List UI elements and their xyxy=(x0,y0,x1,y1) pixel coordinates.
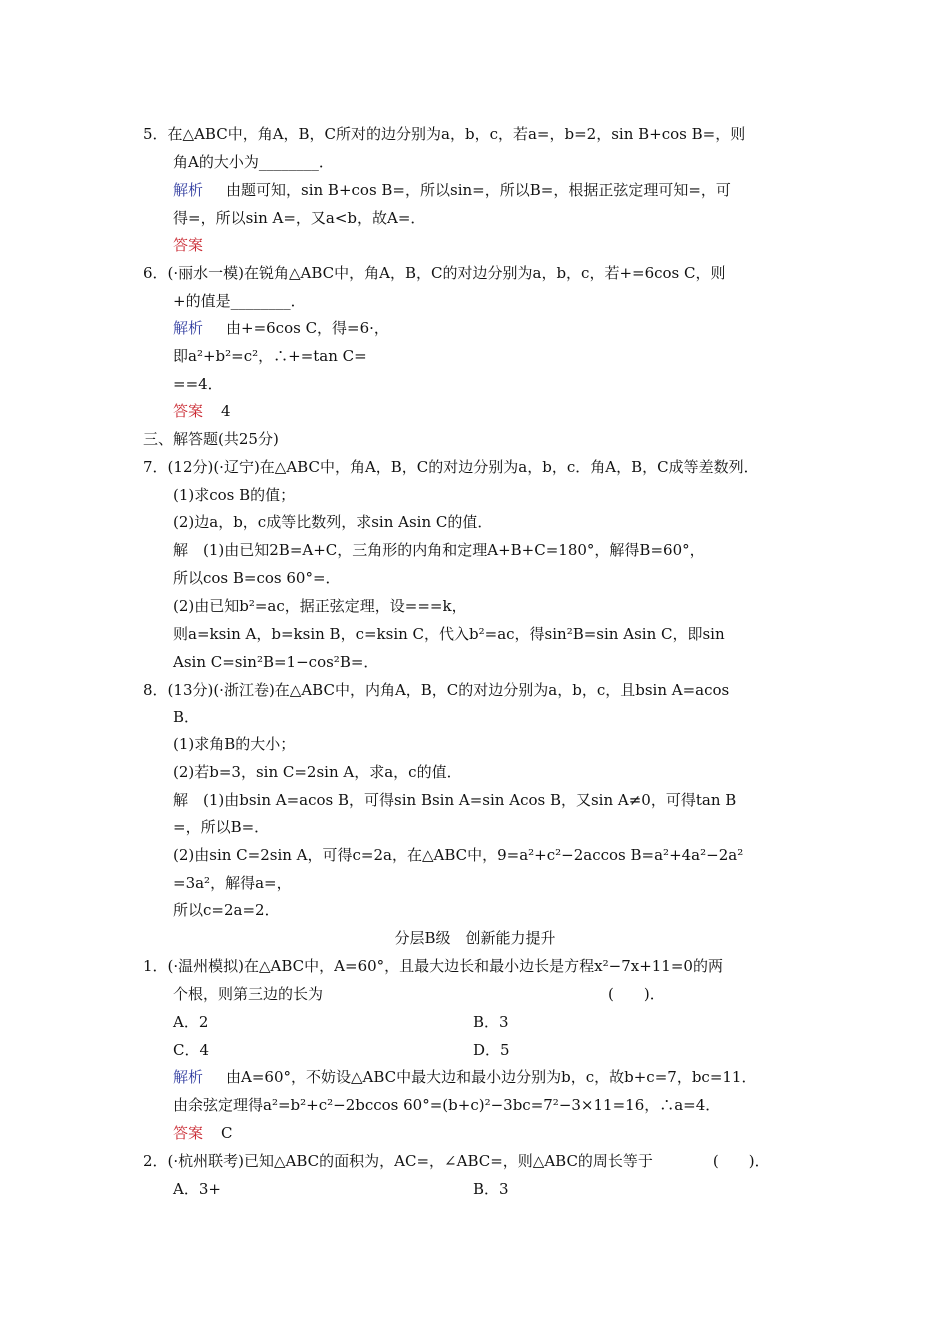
problem-6-solution-line-1: 由+=6cos C，得=6·， xyxy=(226,319,389,337)
problem-6-line-1: 6．(·丽水一模)在锐角△ABC中，角A，B，C的对边分别为a，b，c，若+=6cos C，则 xyxy=(143,264,726,282)
b2-option-b: B．3 xyxy=(473,1180,509,1198)
problem-7-line-1: 7．(12分)(·辽宁)在△ABC中，角A，B，C的对边分别为a，b，c．角A，B，C成等差数列． xyxy=(143,458,759,476)
b1-line-1: 1．(·温州模拟)在△ABC中，A=60°，且最大边长和最小边长是方程x²−7x+11=0的两 xyxy=(143,957,723,975)
problem-7-part-2: (2)边a，b，c成等比数列，求sin Asin C的值． xyxy=(173,513,493,531)
problem-8-part-1: (1)求角B的大小； xyxy=(173,735,296,753)
b1-option-a: A．2 xyxy=(173,1013,209,1031)
b2-option-a: A．3+ xyxy=(173,1180,221,1198)
problem-8-line-2: B． xyxy=(173,708,200,726)
problem-7-solution-line-3: (2)由已知b²=ac，据正弦定理，设===k， xyxy=(173,597,467,615)
problem-6-answer: 4 xyxy=(221,402,231,420)
problem-8-solution-line-5: 所以c=2a=2． xyxy=(173,901,280,919)
b2-line-1: 2．(·杭州联考)已知△ABC的面积为，AC=，∠ABC=，则△ABC的周长等于 ( )． xyxy=(143,1152,770,1170)
problem-6-line-2: +的值是________． xyxy=(173,292,306,310)
problem-5-solution-line-2: 得=，所以sin A=，又a<b，故A=． xyxy=(173,209,426,227)
problem-5-line-2: 角A的大小为________． xyxy=(173,153,334,171)
problem-8-line-1: 8．(13分)(·浙江卷)在△ABC中，内角A，B，C的对边分别为a，b，c，且bsin A=acos xyxy=(143,681,730,699)
problem-6-solution-line-2: 即a²+b²=c²，∴+=tan C= xyxy=(173,347,367,365)
problem-5-solution-line-1: 由题可知，sin B+cos B=，所以sin=，所以B=，根据正弦定理可知=，可 xyxy=(226,181,731,199)
solution-label: 解析 xyxy=(173,1068,204,1086)
b1-option-d: D．5 xyxy=(473,1041,510,1059)
problem-7-solution-line-2: 所以cos B=cos 60°=． xyxy=(173,569,341,587)
problem-7-solution-line-5: Asin C=sin²B=1−cos²B=． xyxy=(173,653,379,671)
problem-8-solution-line-4: =3a²，解得a=， xyxy=(173,874,292,892)
b1-line-2: 个根，则第三边的长为 ( )． xyxy=(173,985,665,1003)
problem-7-solution-line-4: 则a=ksin A，b=ksin B，c=ksin C，代入b²=ac，得sin²B=sin Asin C，即sin xyxy=(173,625,725,643)
problem-8-solution-line-2: =，所以B=． xyxy=(173,818,270,836)
problem-5-line-1: 5．在△ABC中，角A，B，C所对的边分别为a，b，c，若a=，b=2，sin B+cos B=，则 xyxy=(143,125,746,143)
problem-8-solution-line-1: 解 (1)由bsin A=acos B，可得sin Bsin A=sin Acos B，又sin A≠0，可得tan B xyxy=(173,791,737,809)
b1-option-b: B．3 xyxy=(473,1013,509,1031)
problem-7-solution-line-1: 解 (1)由已知2B=A+C，三角形的内角和定理A+B+C=180°，解得B=60°， xyxy=(173,541,705,559)
problem-8-solution-line-3: (2)由sin C=2sin A，可得c=2a，在△ABC中，9=a²+c²−2accos B=a²+4a²−2a² xyxy=(173,846,744,864)
problem-7-part-1: (1)求cos B的值； xyxy=(173,486,296,504)
solution-label: 解析 xyxy=(173,181,204,199)
problem-6-solution-line-3: ==4． xyxy=(173,375,223,393)
b1-solution-line-2: 由余弦定理得a²=b²+c²−2bccos 60°=(b+c)²−3bc=7²−3×11=16，∴a=4． xyxy=(173,1096,721,1114)
section-heading: 三、解答题(共25分) xyxy=(143,430,279,448)
b1-answer: C xyxy=(221,1124,233,1142)
solution-label: 解析 xyxy=(173,319,204,337)
level-b-heading: 分层B级 创新能力提升 xyxy=(394,929,556,947)
answer-label: 答案 xyxy=(173,1124,204,1142)
b1-option-c: C．4 xyxy=(173,1041,210,1059)
b1-solution-line-1: 由A=60°，不妨设△ABC中最大边和最小边分别为b，c，故b+c=7，bc=11． xyxy=(226,1068,757,1086)
answer-label: 答案 xyxy=(173,236,204,254)
answer-label: 答案 xyxy=(173,402,204,420)
problem-8-part-2: (2)若b=3，sin C=2sin A，求a，c的值． xyxy=(173,763,462,781)
